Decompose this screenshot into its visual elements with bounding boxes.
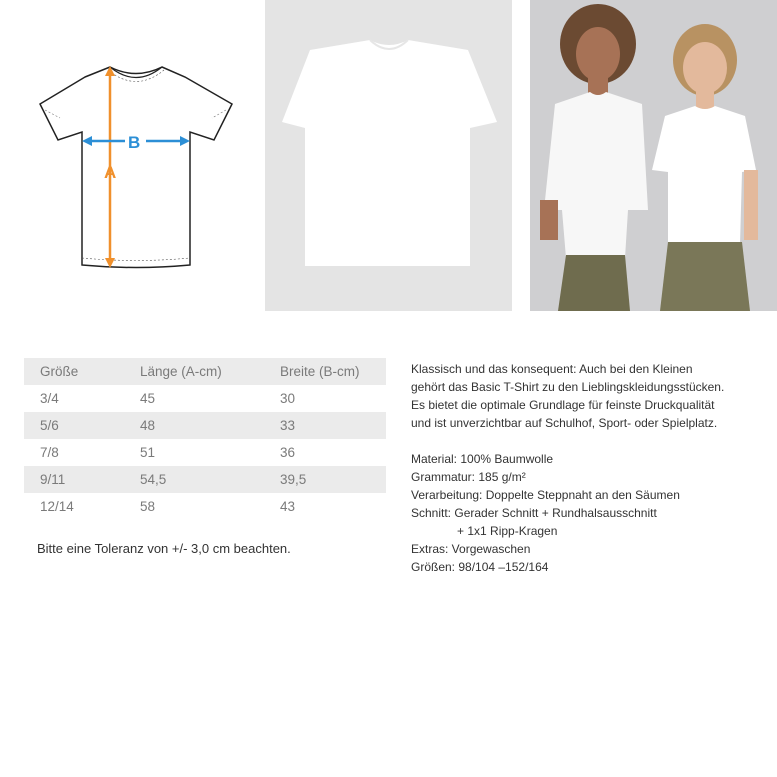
spec-extras: Extras: Vorgewaschen xyxy=(411,542,531,556)
spec-collar: + 1x1 Ripp-Kragen xyxy=(457,524,558,538)
column-header-size: Größe xyxy=(40,364,79,379)
tolerance-note: Bitte eine Toleranz von +/- 3,0 cm beachten. xyxy=(37,541,291,556)
cell-width: 43 xyxy=(280,499,296,514)
table-row xyxy=(24,493,386,520)
table-row xyxy=(24,439,386,466)
intro-line: gehört das Basic T-Shirt zu den Lieblingskleidungsstücken. xyxy=(411,380,725,394)
spec-sizes: Größen: 98/104 –152/164 xyxy=(411,560,549,574)
intro-line: Es bietet die optimale Grundlage für feinste Druckqualität xyxy=(411,398,715,412)
product-description xyxy=(411,360,751,576)
table-row xyxy=(24,466,386,493)
cell-size: 5/6 xyxy=(40,418,59,433)
shirt-shape xyxy=(282,40,497,266)
cell-width: 33 xyxy=(280,418,296,433)
spec-material: Material: 100% Baumwolle xyxy=(411,452,554,466)
cell-length: 45 xyxy=(140,391,156,406)
spec-processing: Verarbeitung: Doppelte Steppnaht an den Säumen xyxy=(411,488,680,502)
table-row xyxy=(24,385,386,412)
spec-cut: Schnitt: Gerader Schnitt + Rundhalsausschnitt xyxy=(411,506,657,520)
cell-size: 9/11 xyxy=(40,472,66,487)
cell-width: 39,5 xyxy=(280,472,307,487)
cell-size: 12/14 xyxy=(40,499,74,514)
table-header-row xyxy=(24,358,386,385)
intro-line: und ist unverzichtbar auf Schulhof, Sport- oder Spielplatz. xyxy=(411,416,718,430)
cell-size: 3/4 xyxy=(40,391,59,406)
column-header-width: Breite (B-cm) xyxy=(280,364,360,379)
measurement-diagram xyxy=(0,0,250,311)
intro-line: Klassisch und das konsequent: Auch bei den Kleinen xyxy=(411,362,693,376)
cell-length: 54,5 xyxy=(140,472,167,487)
shirt-outline xyxy=(40,67,232,268)
spec-grammage: Grammatur: 185 g/m² xyxy=(411,470,526,484)
label-b: B xyxy=(128,133,141,152)
model-photo xyxy=(530,0,777,311)
cell-width: 30 xyxy=(280,391,296,406)
column-header-length: Länge (A-cm) xyxy=(140,364,222,379)
label-a: A xyxy=(104,163,117,182)
cell-length: 48 xyxy=(140,418,156,433)
cell-size: 7/8 xyxy=(40,445,59,460)
table-row xyxy=(24,412,386,439)
cell-width: 36 xyxy=(280,445,296,460)
size-table xyxy=(24,358,386,520)
product-photo xyxy=(265,0,512,311)
cell-length: 51 xyxy=(140,445,156,460)
cell-length: 58 xyxy=(140,499,156,514)
